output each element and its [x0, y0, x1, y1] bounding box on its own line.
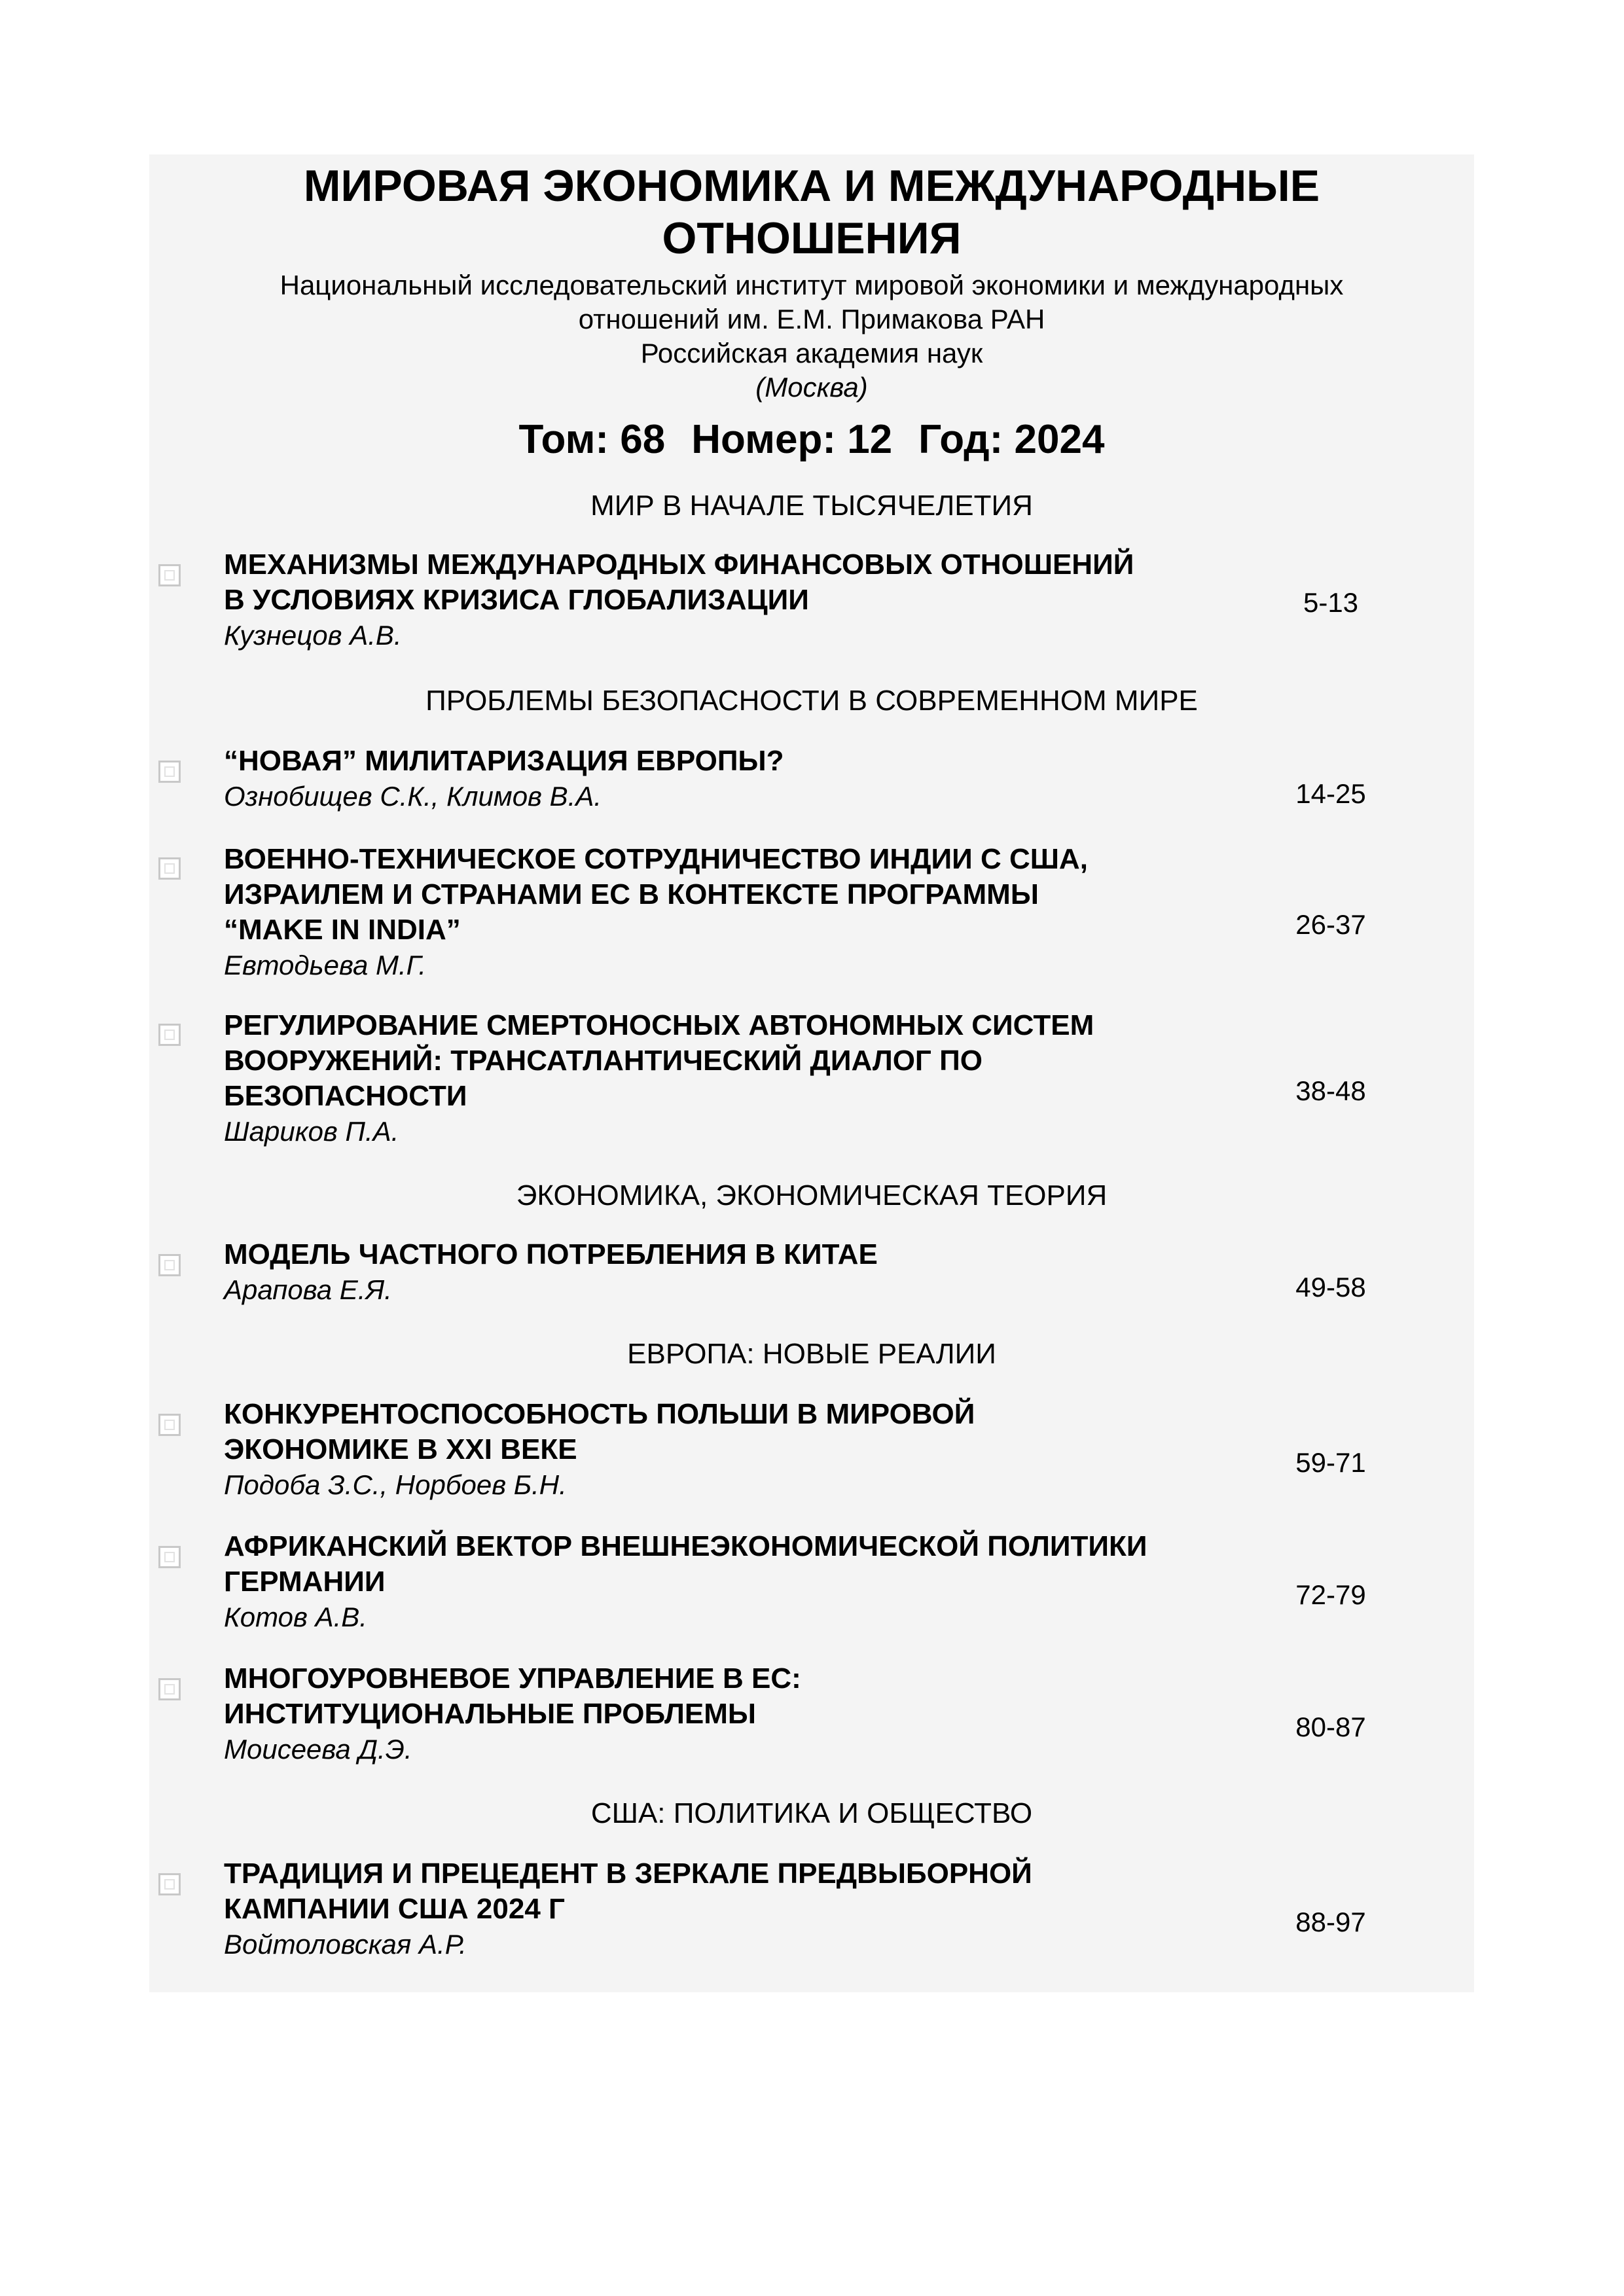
academy: Российская академия наук: [640, 338, 983, 368]
article-pages: 59-71: [1295, 1447, 1366, 1478]
article-author: Кузнецов А.В.: [224, 620, 402, 651]
article-checkbox[interactable]: [158, 1254, 181, 1276]
article-checkbox[interactable]: [158, 564, 181, 586]
article-pages: 38-48: [1295, 1075, 1366, 1106]
article-title[interactable]: МЕХАНИЗМЫ МЕЖДУНАРОДНЫХ ФИНАНСОВЫХ ОТНОШЕНИЙ В УСЛОВИЯХ КРИЗИСА ГЛОБАЛИЗАЦИИ: [224, 548, 1134, 616]
article-pages: 72-79: [1295, 1579, 1366, 1610]
article-title[interactable]: МНОГОУРОВНЕВОЕ УПРАВЛЕНИЕ В ЕС: ИНСТИТУЦИОНАЛЬНЫЕ ПРОБЛЕМЫ: [224, 1662, 801, 1730]
volume: Том: 68: [518, 417, 666, 462]
article-checkbox[interactable]: [158, 1024, 181, 1046]
article-pages: 80-87: [1295, 1712, 1366, 1742]
section-heading: ЭКОНОМИКА, ЭКОНОМИЧЕСКАЯ ТЕОРИЯ: [516, 1179, 1108, 1211]
year: Год: 2024: [918, 417, 1105, 462]
article-checkbox[interactable]: [158, 857, 181, 880]
article-checkbox[interactable]: [158, 761, 181, 783]
article-author: Евтодьева М.Г.: [224, 950, 426, 980]
section-heading: МИР В НАЧАЛЕ ТЫСЯЧЕЛЕТИЯ: [590, 490, 1033, 522]
journal-header: [149, 154, 1474, 465]
article-author: Подоба З.С., Норбоев Б.Н.: [224, 1469, 567, 1500]
article-title[interactable]: “НОВАЯ” МИЛИТАРИЗАЦИЯ ЕВРОПЫ?: [224, 745, 784, 777]
article-title[interactable]: МОДЕЛЬ ЧАСТНОГО ПОТРЕБЛЕНИЯ В КИТАЕ: [224, 1238, 878, 1270]
article-author: Ознобищев С.К., Климов В.А.: [224, 781, 602, 812]
article-pages: 14-25: [1295, 778, 1366, 809]
article-author: Войтоловская А.Р.: [224, 1929, 467, 1960]
article-pages: 49-58: [1295, 1272, 1366, 1302]
article-pages: 88-97: [1295, 1907, 1366, 1937]
article-checkbox[interactable]: [158, 1414, 181, 1436]
article-title[interactable]: АФРИКАНСКИЙ ВЕКТОР ВНЕШНЕЭКОНОМИЧЕСКОЙ ПОЛИТИКИ ГЕРМАНИИ: [224, 1530, 1147, 1598]
section-heading: ПРОБЛЕМЫ БЕЗОПАСНОСТИ В СОВРЕМЕННОМ МИРЕ: [425, 685, 1198, 717]
article-title[interactable]: РЕГУЛИРОВАНИЕ СМЕРТОНОСНЫХ АВТОНОМНЫХ СИСТЕМ ВООРУЖЕНИЙ: ТРАНСАТЛАНТИЧЕСКИЙ ДИАЛОГ ПО БЕЗОПАСНОСТИ: [224, 1009, 1094, 1112]
article-author: Моисеева Д.Э.: [224, 1734, 412, 1765]
section-heading: США: ПОЛИТИКА И ОБЩЕСТВО: [590, 1797, 1033, 1829]
section-heading: ЕВРОПА: НОВЫЕ РЕАЛИИ: [627, 1338, 996, 1370]
article-title[interactable]: КОНКУРЕНТОСПОСОБНОСТЬ ПОЛЬШИ В МИРОВОЙ ЭКОНОМИКЕ В XXI ВЕКЕ: [224, 1398, 975, 1465]
article-checkbox[interactable]: [158, 1678, 181, 1700]
article-pages: 26-37: [1295, 909, 1366, 940]
article-author: Арапова Е.Я.: [224, 1274, 392, 1305]
article-author: Котов А.В.: [224, 1602, 367, 1632]
article-checkbox[interactable]: [158, 1546, 181, 1568]
issue-info: [149, 415, 1474, 465]
article-title[interactable]: ВОЕННО-ТЕХНИЧЕСКОЕ СОТРУДНИЧЕСТВО ИНДИИ С США, ИЗРАИЛЕМ И СТРАНАМИ ЕС В КОНТЕКСТЕ ПРОГРАММЫ “MAKE IN INDIA”: [224, 843, 1088, 946]
publisher: Национальный исследовательский институт мировой экономики и международных отношений им. Е.М. Примакова РАН: [280, 270, 1344, 334]
contents-panel: [149, 154, 1474, 1992]
city: (Москва): [755, 372, 868, 403]
issue-number: Номер: 12: [691, 417, 893, 462]
article-title[interactable]: ТРАДИЦИЯ И ПРЕЦЕДЕНТ В ЗЕРКАЛЕ ПРЕДВЫБОРНОЙ КАМПАНИИ США 2024 Г: [224, 1857, 1032, 1925]
article-pages: 5-13: [1303, 587, 1359, 618]
article-author: Шариков П.А.: [224, 1116, 399, 1147]
article-checkbox[interactable]: [158, 1873, 181, 1895]
journal-title: МИРОВАЯ ЭКОНОМИКА И МЕЖДУНАРОДНЫЕ ОТНОШЕНИЯ: [303, 161, 1320, 263]
